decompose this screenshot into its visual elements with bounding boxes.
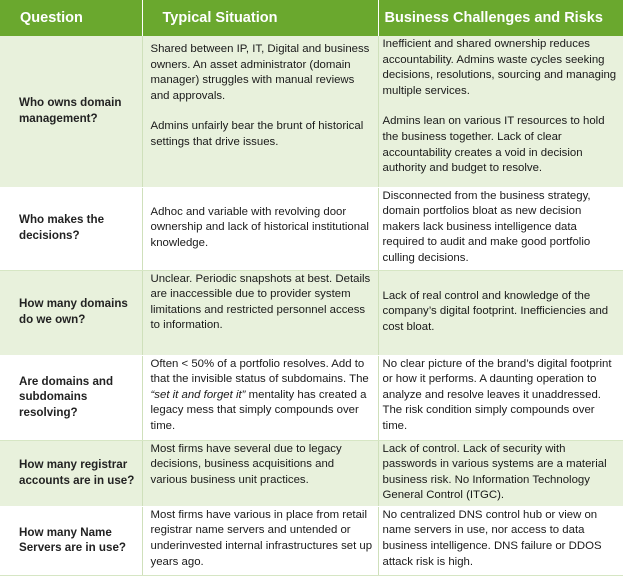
situation-cell: Most firms have various in place from retail registrar name servers and untended or underinvested internal infrastructures set up years ago. — [142, 506, 378, 575]
situation-cell: Most firms have several due to legacy decisions, business acquisitions and various business unit practices. — [142, 440, 378, 506]
table-row — [0, 187, 623, 270]
risk-cell: Lack of real control and knowledge of the company’s digital footprint. Inefficiencies and cost bloat. — [378, 270, 623, 355]
question-cell: How many domains do we own? — [0, 270, 142, 355]
situation-text: mentality has created a legacy mess that simply compounds over time. — [150, 388, 367, 432]
table-row — [0, 506, 623, 575]
situation-cell: Adhoc and variable with revolving door ownership and lack of historical institutional knowledge. — [142, 187, 378, 270]
header-business-challenges: Business Challenges and Risks — [378, 0, 623, 36]
header-question: Question — [0, 0, 142, 36]
question-cell: Are domains and subdomains resolving? — [0, 355, 142, 440]
table-row — [0, 270, 623, 355]
situation-cell: Unclear. Periodic snapshots at best. Details are inaccessible due to provider system limitations and restricted personnel access to information. — [142, 270, 378, 355]
risk-cell: Disconnected from the business strategy, domain portfolios bloat as new decision makers lack business intelligence data required to audit and make good portfolio culling decisions. — [378, 187, 623, 270]
header-row — [0, 0, 623, 36]
question-cell: Who makes the decisions? — [0, 187, 142, 270]
situation-cell — [142, 36, 378, 187]
situation-text: Shared between IP, IT, Digital and business owners. An asset administrator (domain manager) struggles with manual reviews and approvals. — [150, 43, 370, 102]
question-cell: How many Name Servers are in use? — [0, 506, 142, 575]
risk-text: Admins lean on various IT resources to hold the business together. Lack of clear accountability creates a void in decision authority and budget to resolve. — [382, 115, 605, 175]
situation-text: Often < 50% of a portfolio resolves. Add to that the invisible status of subdomains. The — [150, 357, 369, 386]
situation-cell — [142, 355, 378, 440]
risk-cell: No clear picture of the brand’s digital footprint or how it performs. A daunting operation to analyze and resolve leaves it unaddressed. The risk condition simply compounds over time. — [378, 355, 623, 440]
risk-cell: No centralized DNS control hub or view on name servers in use, nor access to data business intelligence. DNS failure or DDOS attack risk is high. — [378, 506, 623, 575]
risk-text: Inefficient and shared ownership reduces accountability. Admins waste cycles seeking decisions, resolutions, sourcing and managing multiple services. — [382, 38, 617, 97]
table-row — [0, 355, 623, 440]
question-cell: How many registrar accounts are in use? — [0, 440, 142, 506]
risk-cell: Lack of control. Lack of security with passwords in various systems are a material business risk. No Information Technology General Control (ITGC). — [378, 440, 623, 506]
risk-cell — [378, 36, 623, 187]
situation-text: Admins unfairly bear the brunt of historical settings that drive issues. — [150, 120, 364, 148]
situation-emphasis: “set it and forget it” — [150, 388, 246, 401]
question-cell: Who owns domain management? — [0, 36, 142, 187]
table-row — [0, 36, 623, 187]
header-typical-situation: Typical Situation — [142, 0, 378, 36]
table-row — [0, 440, 623, 506]
